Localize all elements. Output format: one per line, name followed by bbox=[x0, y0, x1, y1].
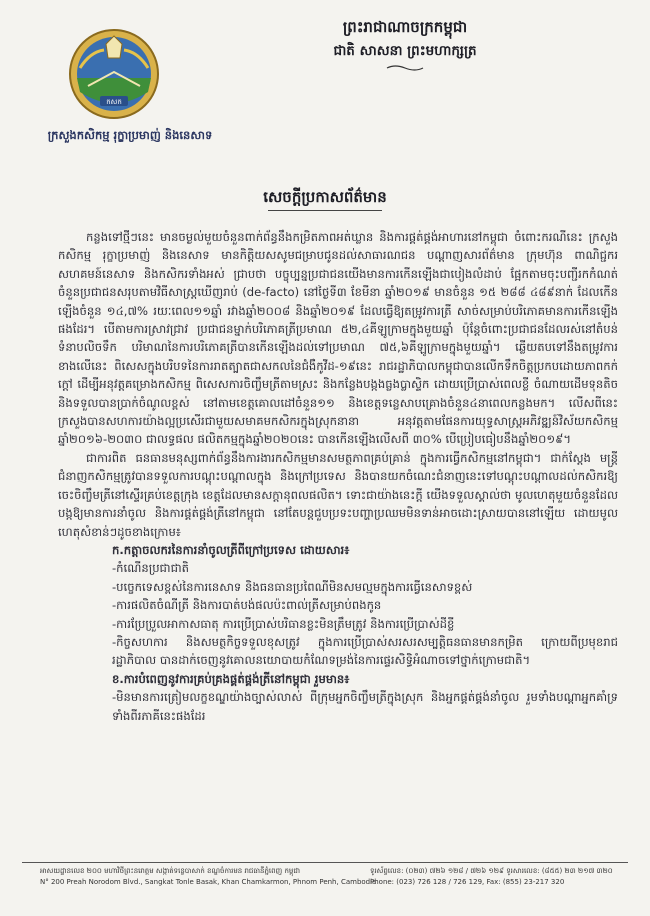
footer-contact bbox=[370, 866, 630, 888]
document-title: សេចក្តីប្រកាសព័ត៌មាន bbox=[263, 188, 387, 206]
svg-text:កសក: កសក bbox=[106, 98, 122, 106]
section-a-heading: ក.កត្តាចលករនៃការនាំចូលត្រីពីក្រៅប្រទេស ដោយសារ៖ bbox=[112, 542, 350, 557]
ministry-name: ក្រសួងកសិកម្ម រុក្ខាប្រមាញ់ និងនេសាទ bbox=[47, 128, 213, 142]
list-item: -ការប្រែប្រួលអាកាសធាតុ ការប្រើប្រាស់បរិធានខ្លះមិនត្រឹមត្រូវ និងការប្រើប្រាស់ដីខ្លី bbox=[112, 616, 455, 631]
document-body bbox=[58, 228, 618, 725]
ornament-divider-icon bbox=[385, 64, 425, 72]
list-item: -មិនមានការត្រៀមលក្ខខណ្ឌយ៉ាងច្បាស់លាស់ ពីក្រុមអ្នកចិញ្ចឹមត្រីក្នុងស្រុក និងអ្នកផ្គត់ផ្គង់នាំចូល រួមទាំងបណ្តាអ្នកគាំទ្រទាំងពីរភាគីនេះផងដែរ bbox=[112, 690, 618, 723]
address-english: N° 200 Preah Norodom Blvd., Sangkat Tonle Basak, Khan Chamkarmon, Phnom Penh, Cambodia bbox=[40, 878, 377, 886]
title-underline bbox=[268, 210, 382, 211]
footer-address bbox=[40, 866, 377, 888]
address-khmer: អាសយដ្ឋានលេខ ២០០ មហាវិថីព្រះនរោត្តម សង្កាត់ទន្លេបាសាក់ ខណ្ឌចំការមន រាជធានីភ្នំពេញ កម្ពុជា bbox=[40, 867, 300, 875]
kingdom-heading: ព្រះរាជាណាចក្រកម្ពុជា bbox=[342, 18, 468, 36]
phone-english: Phone: (023) 726 128 / 726 129, Fax: (855) 23-217 320 bbox=[370, 878, 565, 886]
list-item: -កិច្ចសហការ និងសមត្ថកិច្ចទទួលខុសត្រូវ ក្នុងការប្រើប្រាស់សរសរសម្បត្តិធនធានមានកម្រិត ក្រោយពីប្រមុខរាជរដ្ឋាភិបាល បានដាក់ចេញនូវគោលនយោបាយកំណែទម្រង់នៃការផ្ទេរសិទ្ធិអំណាចទៅថ្នាក់ក្រោមជាតិ។ bbox=[112, 634, 618, 668]
national-motto: ជាតិ សាសនា ព្រះមហាក្សត្រ bbox=[333, 43, 477, 59]
footer-divider bbox=[22, 862, 628, 863]
phone-khmer: ទូរស័ព្ទលេខ: (០២៣) ៧២៦ ១២៨ / ៧២៦ ១២៩ ទូរសារលេខ: (៨៥៥) ២៣ ២១៧ ៣២០ bbox=[370, 867, 613, 875]
paragraph-1: កន្លងទៅថ្មីៗនេះ មានចម្ងល់មួយចំនួនពាក់ព័ន្ធនឹងកម្រិតភាពអត់ឃ្លាន និងការផ្គត់ផ្គង់អាហារនៅកម្ពុជា ចំពោះករណីនេះ ក្រសួងកសិកម្ម រុក្ខាប្រមាញ់ និងនេសាទ មានកិត្តិយសសូមជម្រាបជូនដល់សាធារណជន បណ្តាញសារព័ត៌មាន ក្រុមហ៊ុន ពាណិជ្ជករ សហគមន៍នេសាទ និងកសិករទាំងអស់ ជ្រាបថា បច្ចុប្បន្នប្រជាជនយើងមានការកើនឡើងជាបៀងលំដាប់ ផ្អែកតាមចុះបញ្ជីរកកំណត់ចំនួនប្រជាជនសរុបតាមវិធីសាស្រ្តឃើញរាប់ (de-facto) នៅថ្ងៃទី៣ ខែមីនា ឆ្នាំ២០១៩ មានចំនួន ១៥ ២៨៨ ៤៨៩នាក់ ដែលកើនឡើងចំនួន ១៤,៧% រយៈពេល១១ឆ្នាំ រវាងឆ្នាំ២០០៨ និងឆ្នាំ២០១៩ ដែលធ្វើឱ្យតម្រូវការត្រី សាច់សម្រាប់បរិភោគមានការកើនឡើងផងដែរ។ បើតាមការស្រាវជ្រាវ ប្រជាជនម្នាក់បរិភោគត្រីប្រមាណ ៥២,៤គីឡូក្រាមក្នុងមួយឆ្នាំ ប៉ុន្តែចំពោះប្រជាជនដែលរស់នៅតំបន់ទំនាបលិចទឹក បរិមាណនៃការបរិភោគត្រីបានកើនឡើងដល់ទៅប្រមាណ ៧៥,៦គីឡូក្រាមក្នុងមួយឆ្នាំ។ ឆ្លើយតបទៅនឹងតម្រូវការខាងលើនេះ ពិសេសក្នុងបរិបទនៃការរាតត្បាតជាសកលនៃជំងឺកូវីដ-១៩នេះ រាជរដ្ឋាភិបាលកម្ពុជាបានលើកទឹកចិត្តប្រកបដោយភាពកក់ក្តៅ ដើម្បីអនុវត្តគម្រោងកសិកម្ម ពិសេសការចិញ្ចឹមត្រីតាមស្រះ និងកន្លែងបង្កងធ្លងប្លាស្ទិក ដោយប្រើប្រាស់ពេលខ្លី ចំណាយដើមទុនតិច និងទទួលបានប្រាក់ចំណូលខ្ពស់ នៅតាមខេត្តគោលដៅចំនួន១១ និងខេត្តទន្លេសាបគ្រោងចំនួន៤នាពេលកន្លងមក។ លើសពីនេះ ក្រសួងបានសហការយ៉ាងល្អប្រសើរជាមួយសមាគមកសិករក្នុងស្រុកនានា អនុវត្តតាមផែនការយុទ្ធសាស្រ្តអភិវឌ្ឍន៍វិស័យកសិកម្មឆ្នាំ២០១៦-២០៣០ ជាលទ្ធផល ផលិតកម្មក្នុងឆ្នាំ២០២០នេះ បានកើនឡើងលើសពី ៣០% បើប្រៀបធៀបនឹងឆ្នាំ២០១៩។ bbox=[58, 230, 618, 447]
list-item: -បច្ចេកទេសខ្ពស់នៃការនេសាទ និងធនធានប្រពៃណីមិនសមល្មមក្នុងការធ្វើនេសាទខ្ពស់ bbox=[112, 579, 473, 594]
paragraph-2: ជាការពិត ធនធានមនុស្សពាក់ព័ន្ធនឹងការងារកសិកម្មមានសមត្ថភាពគ្រប់គ្រាន់ ក្នុងការធ្វើកសិកម្មនៅកម្ពុជា។ ជាក់ស្តែង មន្ត្រីជំនាញកសិកម្មត្រូវបានទទួលការបណ្តុះបណ្តាលក្នុង និងក្រៅប្រទេស និងបានយកចំណេះជំនាញនេះទៅបណ្តុះបណ្តាលដល់កសិករឱ្យចេះចិញ្ចឹមត្រីនៅស្ទើរគ្រប់ខេត្តក្រុង ខេត្តដែលមានសក្តានុពលផលិត។ ទោះជាយ៉ាងនេះក្តី យើងទទួលស្គាល់ថា មូលហេតុមួយចំនួនដែលបង្កឱ្យមានការនាំចូល និងការផ្គត់ផ្គង់ត្រីនៅកម្ពុជា នៅតែបន្តជួបប្រទះបញ្ហាប្រឈមមិនទាន់អាចដោះស្រាយបាននៅឡើយ ដោយមូលហេតុសំខាន់ៗដូចខាងក្រោម៖ bbox=[58, 450, 618, 539]
list-item: -ការផលិតចំណីត្រី និងការបាត់បង់ផលប៉ះពាល់ត្រីសម្រាប់ពងកូន bbox=[112, 598, 382, 613]
ministry-logo-icon bbox=[68, 28, 160, 120]
section-b-heading: ខ.ការបំពេញនូវការគ្រប់គ្រងផ្គត់ផ្គង់ត្រីនៅកម្ពុជា រួមមាន៖ bbox=[112, 671, 350, 686]
list-item: -កំណើនប្រជាជាតិ bbox=[112, 561, 189, 576]
